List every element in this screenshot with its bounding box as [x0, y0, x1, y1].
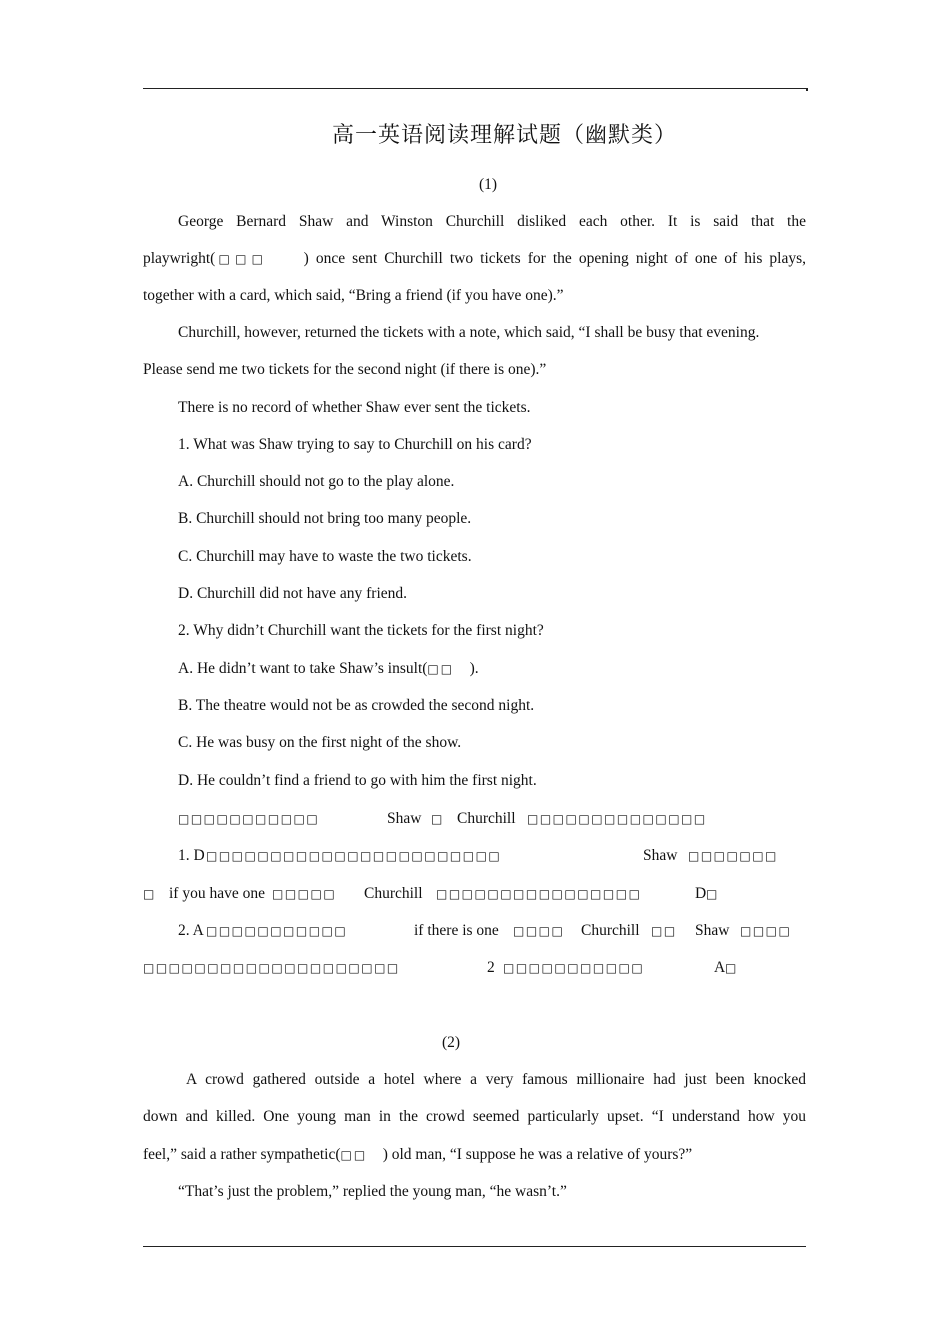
cjk-text: □ [706, 887, 719, 901]
passage-2-text: ) old man, “I suppose he was a relative of yours?” [382, 1146, 693, 1163]
cjk-text: □□□□ [513, 924, 565, 938]
passage-2-line-2: down and killed. One young man in the crowd seemed particularly upset. “I understand how you [143, 1108, 806, 1125]
footer-rule [143, 1246, 806, 1247]
question-2-option-c: C. He was busy on the first night of the show. [178, 734, 462, 751]
question-2-option-d: D. He couldn’t find a friend to go with him the first night. [178, 772, 537, 789]
header-rule-mark [806, 88, 808, 91]
question-2-stem: 2. Why didn’t Churchill want the tickets for the first night? [178, 622, 544, 639]
cjk-text: □ [143, 887, 156, 901]
answer-label: 2. A [178, 922, 204, 939]
answer-phrase: if there is one [414, 922, 499, 939]
cjk-text: □□□□□ [272, 887, 337, 901]
passage-2-line-3 [143, 1146, 806, 1164]
passage-1-line-2 [143, 250, 806, 268]
option-text: A. He didn’t want to take Shaw’s insult( [178, 660, 428, 677]
question-1-option-c: C. Churchill may have to waste the two tickets. [178, 548, 472, 565]
answer-phrase: if you have one [169, 885, 265, 902]
answer-letter: A [714, 959, 726, 976]
cjk-text: □□□□ [740, 924, 792, 938]
cjk-gloss: □□ [427, 662, 455, 676]
answer-name: Churchill [457, 810, 516, 827]
question-1-option-a: A. Churchill should not go to the play alone. [178, 473, 455, 490]
passage-1-text: ) once sent Churchill two tickets for the opening night of one of his plays, [303, 250, 807, 267]
passage-1-para-2-line-1: Churchill, however, returned the tickets with a note, which said, “I shall be busy that evening. [178, 324, 760, 341]
cjk-text: □ [431, 812, 444, 826]
cjk-gloss: □□ [340, 1148, 368, 1162]
cjk-text: □□□□□□□□□□□ [503, 961, 645, 975]
cjk-text: □□□□□□□□□□□□□□□□□□□□□□□ [206, 849, 502, 863]
cjk-text: □□□□□□□□□□□ [178, 812, 320, 826]
passage-2-line-1: A crowd gathered outside a hotel where a very famous millionaire had just been knocked [186, 1071, 806, 1088]
cjk-text: □□□□□□□□□□□ [206, 924, 348, 938]
cjk-text: □□ [651, 924, 677, 938]
cjk-text: □□□□□□□□□□□□□□□□□□□□ [143, 961, 400, 975]
cjk-gloss: □□□ [215, 252, 269, 266]
header-rule [143, 88, 806, 89]
cjk-text: □□□□□□□□□□□□□□□□ [436, 887, 642, 901]
answer-name: Shaw [695, 922, 730, 939]
answer-name: Shaw [643, 847, 678, 864]
passage-1-line-1: George Bernard Shaw and Winston Churchill disliked each other. It is said that the [178, 213, 806, 230]
question-1-option-b: B. Churchill should not bring too many people. [178, 510, 472, 527]
section-number-2: (2) [441, 1034, 461, 1051]
question-2-option-a [178, 660, 806, 678]
passage-1-para-2-line-2: Please send me two tickets for the second night (if there is one).” [143, 361, 547, 378]
cjk-text: □□□□□□□□□□□□□□ [527, 812, 707, 826]
question-1-option-d: D. Churchill did not have any friend. [178, 585, 408, 602]
passage-1-line-3: together with a card, which said, “Bring a friend (if you have one).” [143, 287, 564, 304]
passage-1-para-3: There is no record of whether Shaw ever sent the tickets. [178, 399, 531, 416]
question-2-option-b: B. The theatre would not be as crowded the second night. [178, 697, 535, 714]
passage-2-para-2: “That’s just the problem,” replied the young man, “he wasn’t.” [178, 1183, 567, 1200]
answer-number: 2 [487, 959, 495, 976]
cjk-text: □ [725, 961, 738, 975]
question-1-stem: 1. What was Shaw trying to say to Churchill on his card? [178, 436, 532, 453]
cjk-text: □□□□□□□ [688, 849, 778, 863]
option-text: ). [469, 660, 479, 677]
section-number-1: (1) [478, 176, 498, 193]
answer-label: 1. D [178, 847, 205, 864]
answer-letter: D [695, 885, 707, 902]
answer-name: Churchill [581, 922, 640, 939]
answer-name: Churchill [364, 885, 423, 902]
passage-2-text: feel,” said a rather sympathetic( [143, 1146, 341, 1163]
answer-name: Shaw [387, 810, 422, 827]
page-title: 高一英语阅读理解试题（幽默类） [331, 123, 677, 148]
passage-1-text: playwright( [143, 250, 216, 267]
